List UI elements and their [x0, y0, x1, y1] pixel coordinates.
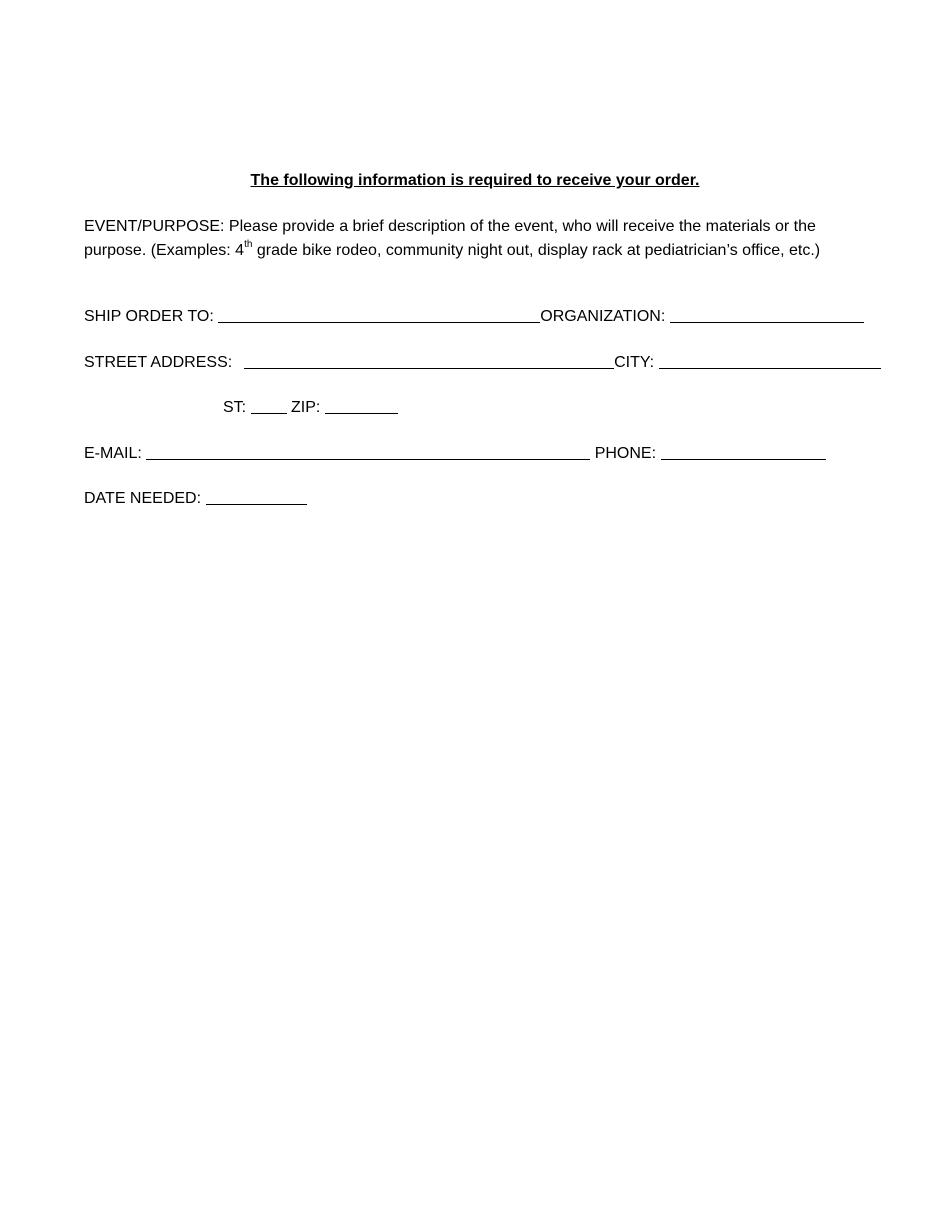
- street-address-label: STREET ADDRESS:: [84, 354, 233, 371]
- ship-order-to-label: SHIP ORDER TO:: [84, 308, 214, 325]
- email-blank[interactable]: [146, 444, 590, 460]
- event-purpose-instructions: [84, 215, 874, 262]
- state-zip-row: [223, 398, 398, 418]
- city-label: CITY:: [614, 354, 655, 371]
- city-blank[interactable]: [659, 353, 881, 369]
- date-needed-label: DATE NEEDED:: [84, 490, 202, 507]
- street-address-blank[interactable]: [244, 353, 614, 369]
- state-label: ST:: [223, 399, 247, 416]
- phone-label: PHONE:: [594, 445, 657, 462]
- purpose-text-start: EVENT/PURPOSE: Please provide a brief description of the event, who will receive the materials or the purpose. (Examples: 4: [84, 218, 816, 259]
- purpose-text-end: grade bike rodeo, community night out, display rack at pediatrician’s office, etc.): [252, 241, 821, 259]
- ship-order-row: [84, 307, 864, 327]
- ordinal-suffix: th: [244, 239, 253, 251]
- street-address-row: [84, 353, 881, 373]
- organization-blank[interactable]: [670, 307, 864, 323]
- email-label: E-MAIL:: [84, 445, 142, 462]
- organization-label: ORGANIZATION:: [540, 308, 666, 325]
- date-needed-row: [84, 489, 307, 509]
- zip-label: ZIP:: [291, 399, 321, 416]
- date-needed-blank[interactable]: [206, 489, 307, 505]
- state-blank[interactable]: [251, 398, 287, 414]
- form-heading: The following information is required to receive your order.: [250, 172, 700, 189]
- ship-order-to-blank[interactable]: [218, 307, 540, 323]
- zip-blank[interactable]: [325, 398, 398, 414]
- phone-blank[interactable]: [661, 444, 826, 460]
- email-phone-row: [84, 444, 826, 464]
